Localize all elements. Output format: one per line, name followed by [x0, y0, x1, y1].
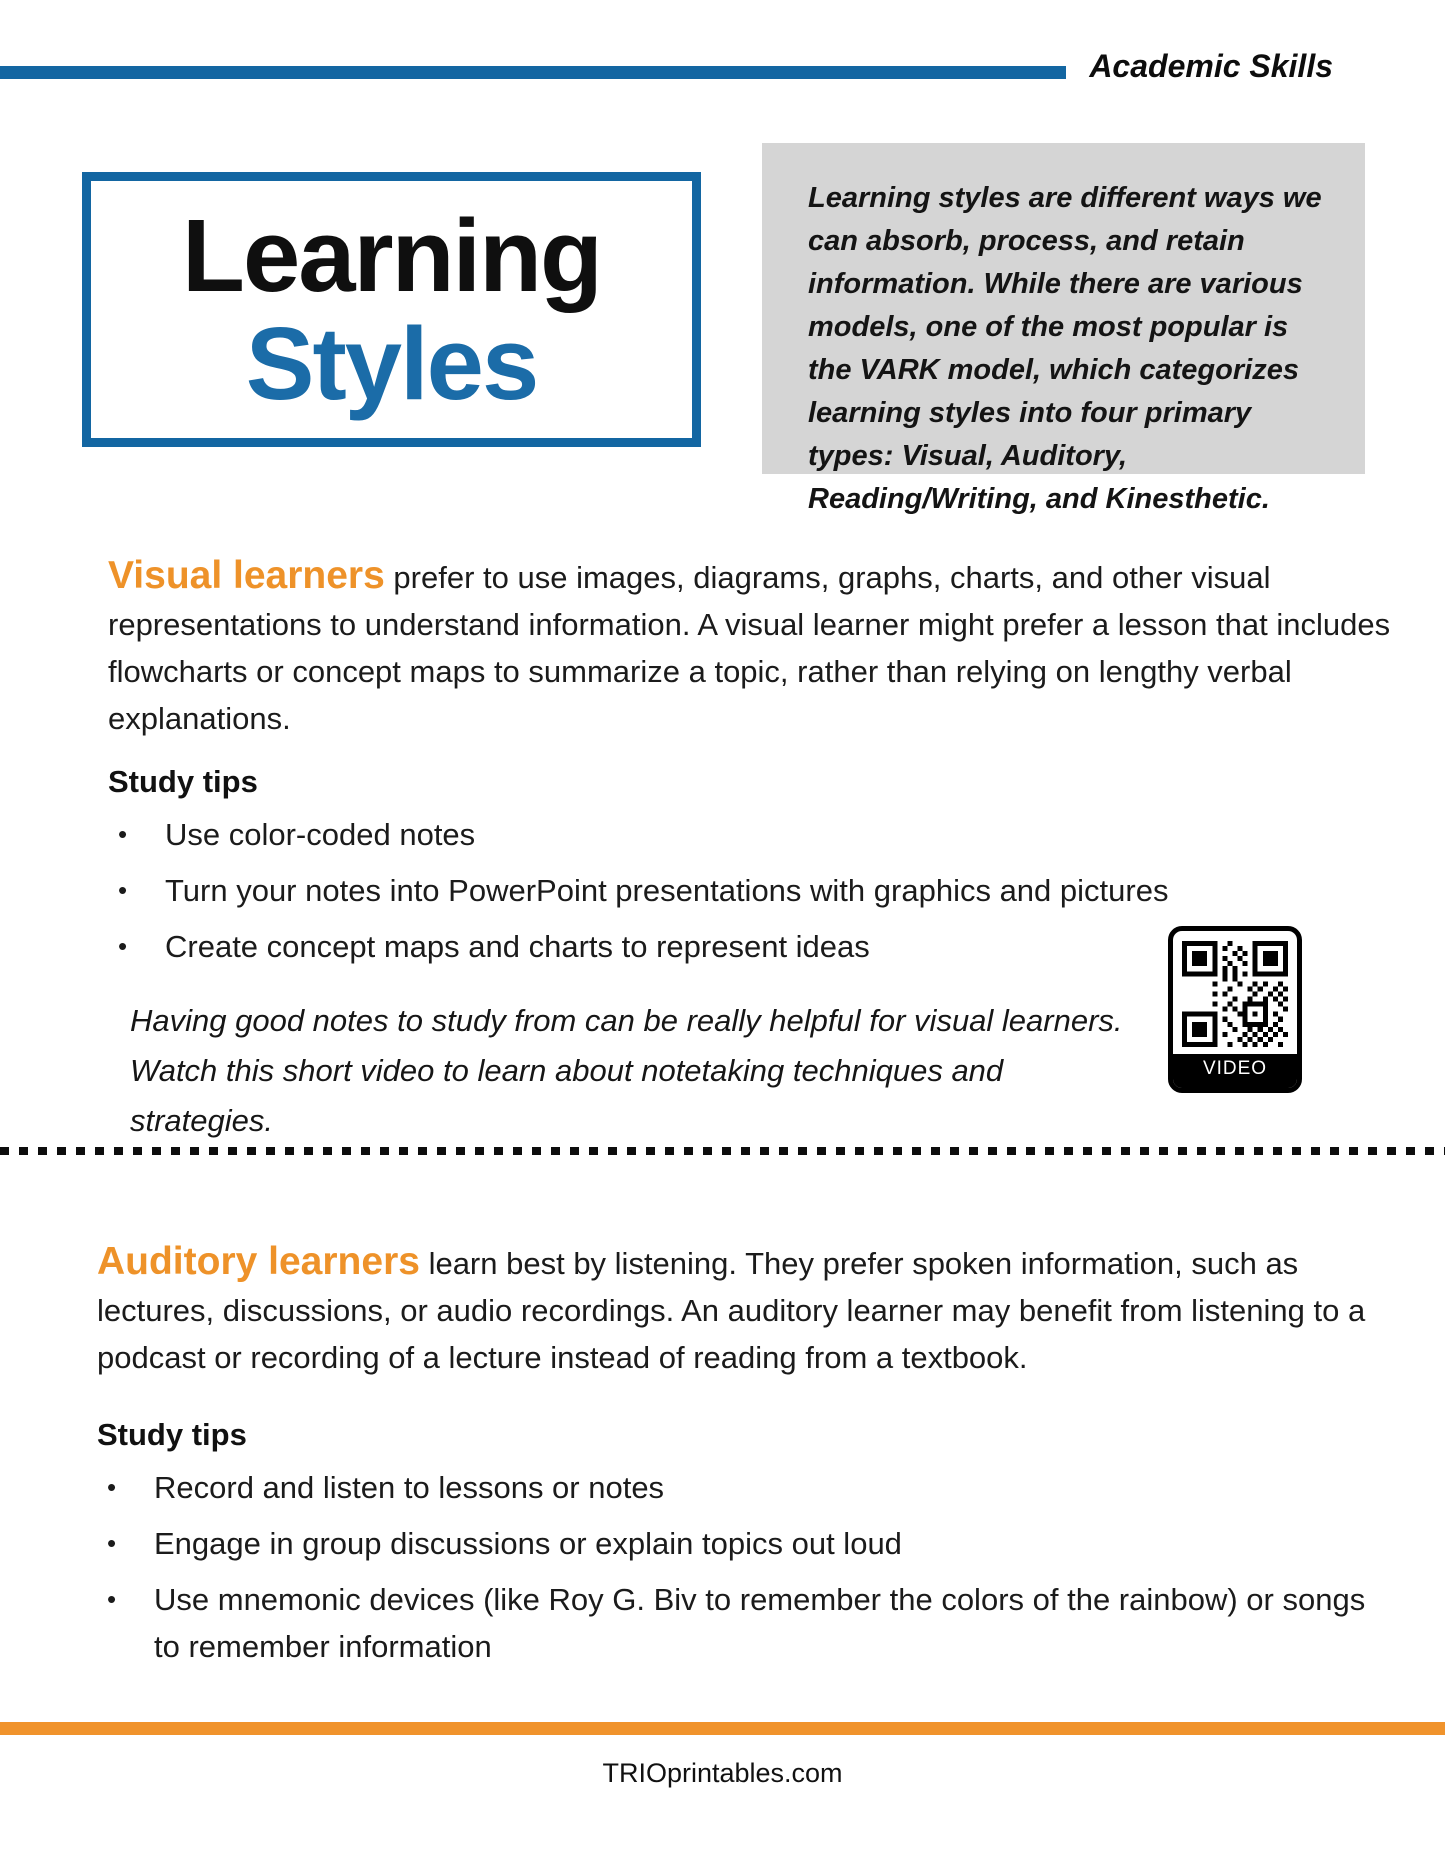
- auditory-tips-heading: Study tips: [97, 1417, 247, 1452]
- list-item: • Engage in group discussions or explain topics out loud: [97, 1520, 1397, 1567]
- visual-body-text: prefer to use images, diagrams, graphs, charts, and other visual representations to understand information. A visual learner might prefer a lesson that includes flowcharts or concept maps to summarize a topic, rather than relying on lengthy verbal explanations.: [108, 560, 1391, 736]
- section-divider: [0, 1147, 1445, 1155]
- page-title-line1: Learning: [182, 198, 601, 314]
- intro-text: Learning styles are different ways we can absorb, process, and retain information. While there are various models, one of the most popular is the VARK model, which categorizes learning styles into four primary types: Visual, Auditory, Reading/Writing, and Kinesthetic.: [808, 182, 1322, 515]
- footer-rule: [0, 1722, 1445, 1735]
- qr-code-icon: [1173, 931, 1297, 1054]
- list-item: • Create concept maps and charts to represent ideas: [108, 923, 1400, 970]
- visual-tips-heading: Study tips: [108, 764, 258, 799]
- visual-note: Having good notes to study from can be really helpful for visual learners. Watch this short video to learn about notetaking techniques and strategies.: [130, 1003, 1123, 1138]
- header-rule: [0, 66, 1066, 79]
- auditory-paragraph: [97, 1238, 1397, 1381]
- list-item: • Use mnemonic devices (like Roy G. Biv to remember the colors of the rainbow) or songs to remember information: [97, 1576, 1397, 1670]
- auditory-body-text: learn best by listening. They prefer spoken information, such as lectures, discussions, or audio recordings. An auditory learner may benefit from listening to a podcast or recording of a lecture instead of reading from a textbook.: [97, 1246, 1366, 1375]
- list-item: • Turn your notes into PowerPoint presentations with graphics and pictures: [108, 867, 1400, 914]
- video-qr-code: [1168, 926, 1302, 1093]
- list-item: • Use color-coded notes: [108, 811, 1400, 858]
- visual-paragraph: [108, 552, 1400, 742]
- visual-heading: Visual learners: [108, 554, 385, 597]
- title-box: [82, 172, 701, 447]
- intro-box: [762, 143, 1365, 515]
- auditory-tips-list: [97, 1464, 1397, 1670]
- auditory-heading: Auditory learners: [97, 1240, 420, 1283]
- section-auditory-learners: [97, 1238, 1397, 1679]
- footer-site-text: TRIOprintables.com: [602, 1758, 843, 1788]
- list-item: • Record and listen to lessons or notes: [97, 1464, 1397, 1511]
- page-title-line2: Styles: [245, 305, 538, 421]
- qr-video-label: VIDEO: [1173, 1054, 1297, 1088]
- header-category-label: Academic Skills: [1089, 48, 1333, 84]
